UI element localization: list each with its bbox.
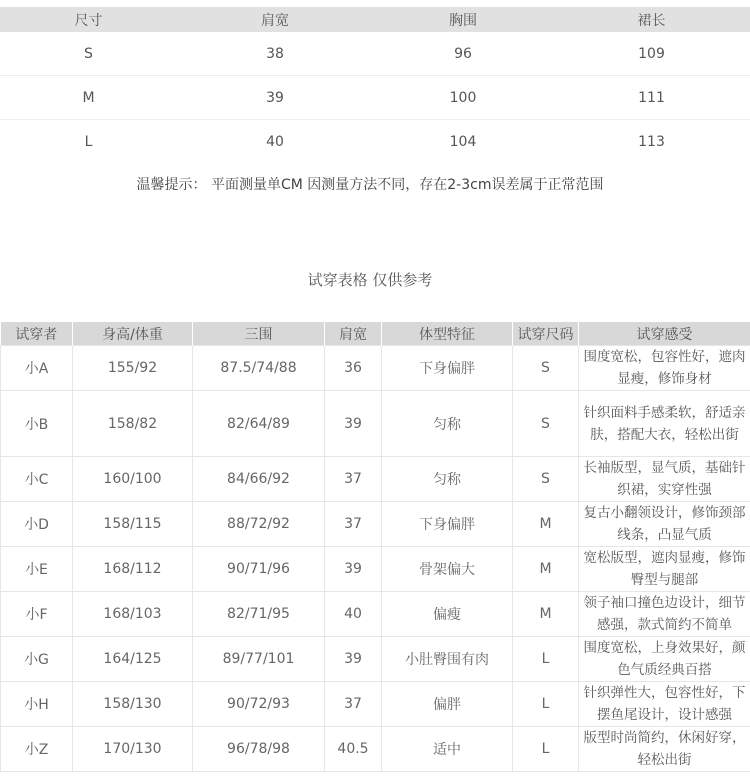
size-table-row	[0, 120, 750, 164]
feedback-cell: 围度宽松，包容性好，遮肉显瘦，修饰身材	[579, 346, 750, 391]
measurements-cell: 84/66/92	[193, 457, 325, 502]
wearer-cell: 小D	[1, 502, 73, 547]
size-header-length: 裙长	[553, 7, 750, 32]
shoulder-cell: 39	[325, 637, 382, 682]
size-header-shoulder: 肩宽	[177, 7, 373, 32]
measurement-note: 温馨提示： 平面测量单CM 因测量方法不同，存在2-3cm误差属于正常范围	[136, 177, 604, 193]
shoulder-cell: 37	[325, 502, 382, 547]
try-table-row	[1, 457, 750, 502]
wearer-cell: 小B	[1, 391, 73, 457]
body-type-cell: 小肚臀围有肉	[382, 637, 513, 682]
feedback-cell: 宽松版型，遮肉显瘦，修饰臀型与腿部	[579, 547, 750, 592]
feedback-cell: 围度宽松，上身效果好，颜色气质经典百搭	[579, 637, 750, 682]
try-table-row	[1, 346, 750, 391]
shoulder-cell: 40.5	[325, 727, 382, 772]
body-type-cell: 偏瘦	[382, 592, 513, 637]
measurements-cell: 90/71/96	[193, 547, 325, 592]
try-header-wearer: 试穿者	[1, 322, 73, 346]
size-header-bust: 胸围	[373, 7, 553, 32]
feedback-cell: 复古小翻领设计，修饰颈部线条，凸显气质	[579, 502, 750, 547]
measurements-cell: 87.5/74/88	[193, 346, 325, 391]
size-table	[0, 7, 750, 163]
size-cell: M	[513, 502, 579, 547]
try-table-row	[1, 547, 750, 592]
body-type-cell: 下身偏胖	[382, 346, 513, 391]
wearer-cell: 小Z	[1, 727, 73, 772]
size-cell: L	[513, 682, 579, 727]
try-table-header-row	[1, 322, 750, 346]
height-weight-cell: 168/112	[73, 547, 193, 592]
size-cell: M	[0, 76, 177, 120]
wearer-cell: 小G	[1, 637, 73, 682]
size-cell: 38	[177, 32, 373, 76]
try-table-row	[1, 391, 750, 457]
size-cell: 100	[373, 76, 553, 120]
try-header-height-weight: 身高/体重	[73, 322, 193, 346]
try-header-body-type: 体型特征	[382, 322, 513, 346]
shoulder-cell: 37	[325, 457, 382, 502]
try-table-row	[1, 682, 750, 727]
body-type-cell: 骨架偏大	[382, 547, 513, 592]
size-cell: S	[513, 346, 579, 391]
wearer-cell: 小H	[1, 682, 73, 727]
wearer-cell: 小A	[1, 346, 73, 391]
size-cell: M	[513, 592, 579, 637]
size-cell: L	[84, 133, 93, 150]
measurements-cell: 88/72/92	[193, 502, 325, 547]
feedback-cell: 版型时尚简约，休闲好穿，轻松出街	[579, 727, 750, 772]
size-cell: M	[513, 547, 579, 592]
size-cell: 96	[373, 32, 553, 76]
shoulder-cell: 37	[325, 682, 382, 727]
try-on-section-title: 试穿表格 仅供参考	[307, 271, 433, 289]
size-cell: L	[513, 637, 579, 682]
measurements-cell: 96/78/98	[193, 727, 325, 772]
size-table-row	[0, 76, 750, 120]
size-cell: 39	[177, 76, 373, 120]
size-cell: 104	[449, 133, 477, 150]
feedback-cell: 领子袖口撞色边设计，细节感强，款式简约不简单	[579, 592, 750, 637]
size-table-row	[0, 32, 750, 76]
height-weight-cell: 155/92	[73, 346, 193, 391]
try-header-feedback: 试穿感受	[579, 322, 750, 346]
body-type-cell: 下身偏胖	[382, 502, 513, 547]
try-header-shoulder: 肩宽	[325, 322, 382, 346]
body-type-cell: 适中	[382, 727, 513, 772]
try-table-row	[1, 637, 750, 682]
try-table-row	[1, 727, 750, 772]
size-cell: 111	[553, 76, 750, 120]
wearer-cell: 小F	[1, 592, 73, 637]
measurements-cell: 82/71/95	[193, 592, 325, 637]
size-cell: 109	[553, 32, 750, 76]
feedback-cell: 针织弹性大，包容性好，下摆鱼尾设计，设计感强	[579, 682, 750, 727]
size-cell: S	[0, 32, 177, 76]
measurements-cell: 90/72/93	[193, 682, 325, 727]
body-type-cell: 偏胖	[382, 682, 513, 727]
try-on-table	[0, 322, 750, 772]
shoulder-cell: 40	[325, 592, 382, 637]
size-cell: L	[513, 727, 579, 772]
try-header-size: 试穿尺码	[513, 322, 579, 346]
size-cell: 113	[638, 133, 665, 150]
shoulder-cell: 36	[325, 346, 382, 391]
height-weight-cell: 158/82	[73, 391, 193, 457]
body-type-cell: 匀称	[382, 391, 513, 457]
feedback-cell: 长袖版型，显气质，基础针织裙，实穿性强	[579, 457, 750, 502]
size-table-header-row	[0, 7, 750, 32]
size-cell: S	[513, 457, 579, 502]
wearer-cell: 小C	[1, 457, 73, 502]
height-weight-cell: 170/130	[73, 727, 193, 772]
size-cell: 40	[266, 133, 284, 150]
shoulder-cell: 39	[325, 391, 382, 457]
try-header-measurements: 三围	[193, 322, 325, 346]
feedback-cell: 针织面料手感柔软，舒适亲肤，搭配大衣，轻松出街	[579, 391, 750, 457]
measurements-cell: 82/64/89	[193, 391, 325, 457]
measurements-cell: 89/77/101	[193, 637, 325, 682]
try-table-row	[1, 592, 750, 637]
height-weight-cell: 158/115	[73, 502, 193, 547]
height-weight-cell: 158/130	[73, 682, 193, 727]
body-type-cell: 匀称	[382, 457, 513, 502]
shoulder-cell: 39	[325, 547, 382, 592]
size-header-size: 尺寸	[0, 7, 177, 32]
size-cell: S	[513, 391, 579, 457]
height-weight-cell: 160/100	[73, 457, 193, 502]
try-table-row	[1, 502, 750, 547]
wearer-cell: 小E	[1, 547, 73, 592]
height-weight-cell: 168/103	[73, 592, 193, 637]
height-weight-cell: 164/125	[73, 637, 193, 682]
